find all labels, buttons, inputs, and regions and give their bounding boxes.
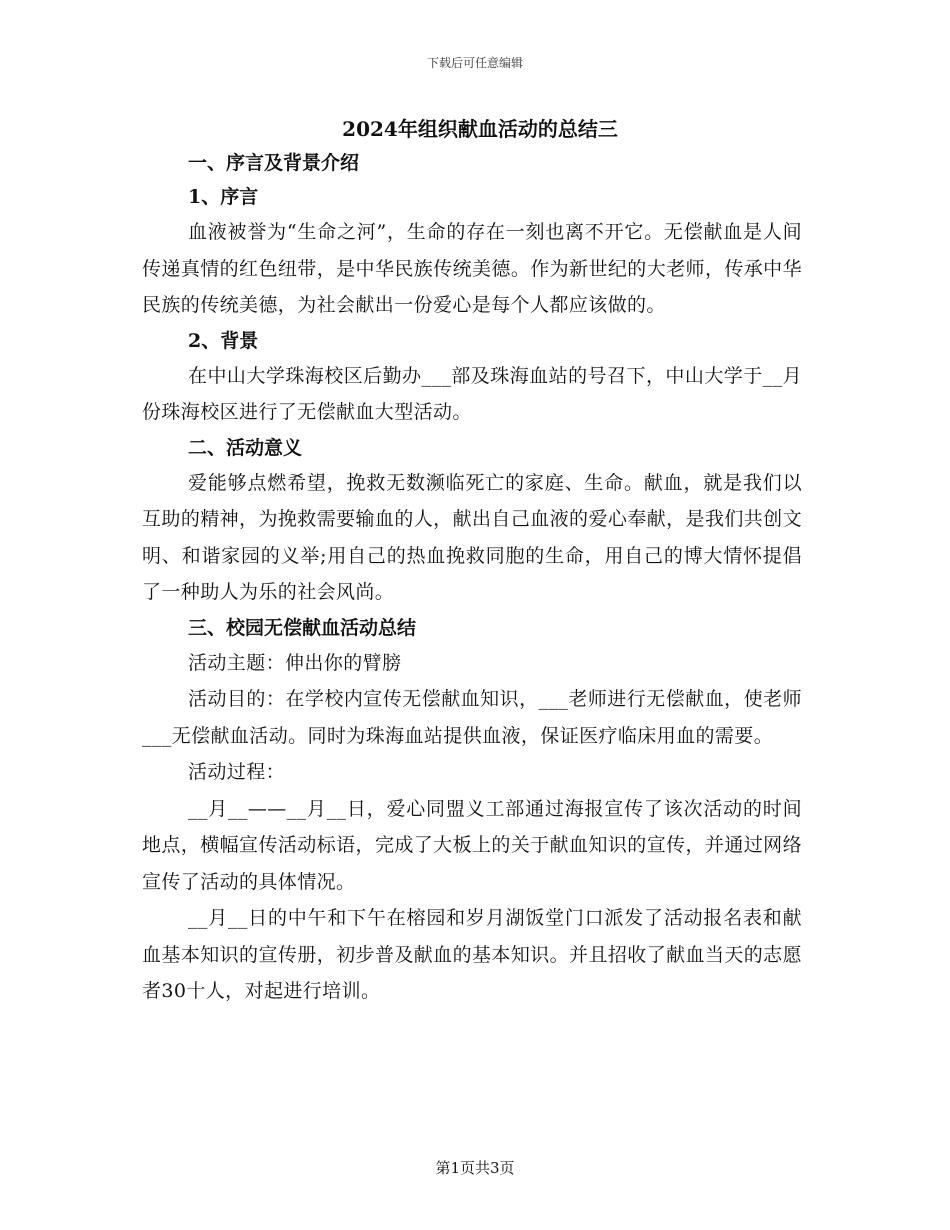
paragraph-activity-theme: 活动主题：伸出你的臂膀	[188, 651, 402, 674]
paragraph-background: 在中山大学珠海校区后勤办___部及珠海血站的号召下，中山大学于__月份珠海校区进行了无偿献血大型活动。	[142, 364, 802, 423]
paragraph-significance: 爱能够点燃希望，挽救无数濒临死亡的家庭、生命。献血，就是我们以互助的精神，为挽救需要输血的人，献出自己血液的爱心奉献，是我们共创文明、和谐家园的义举;用自己的热血挽救同胞的生命，用自己的博大情怀提倡了一种助人为乐的社会风尚。	[142, 471, 802, 603]
page-footer: 第1页共3页	[435, 1159, 515, 1177]
section-heading-significance: 二、活动意义	[188, 436, 303, 459]
section-heading-intro: 一、序言及背景介绍	[188, 152, 360, 174]
paragraph-activity-purpose: 活动目的：在学校内宣传无偿献血知识，___老师进行无偿献血，使老师___无偿献血活动。同时为珠海血站提供血液，保证医疗临床用血的需要。	[142, 688, 802, 747]
paragraph-process-publicity: __月__——__月__日，爱心同盟义工部通过海报宣传了该次活动的时间地点，横幅宣传活动标语，完成了大板上的关于献血知识的宣传，并通过网络宣传了活动的具体情况。	[142, 797, 802, 893]
subsection-heading-preface: 1、序言	[188, 186, 259, 208]
document-body	[142, 112, 802, 1010]
page-header: 下载后可任意编辑	[426, 56, 523, 70]
paragraph-preface: 血液被誉为“生命之河”，生命的存在一刻也离不开它。无偿献血是人间传递真情的红色纽带，是中华民族传统美德。作为新世纪的大老师，传承中华民族的传统美德，为社会献出一份爱心是每个人都应该做的。	[142, 221, 802, 316]
subsection-heading-background: 2、背景	[188, 329, 259, 352]
paragraph-activity-process-label: 活动过程：	[188, 761, 286, 783]
paragraph-process-registration: __月__日的中午和下午在榕园和岁月湖饭堂门口派发了活动报名表和献血基本知识的宣传册，初步普及献血的基本知识。并且招收了献血当天的志愿者30十人，对起进行培训。	[142, 907, 802, 1002]
section-heading-summary: 三、校园无偿献血活动总结	[188, 616, 417, 639]
document-title: 2024年组织献血活动的总结三	[342, 117, 618, 141]
